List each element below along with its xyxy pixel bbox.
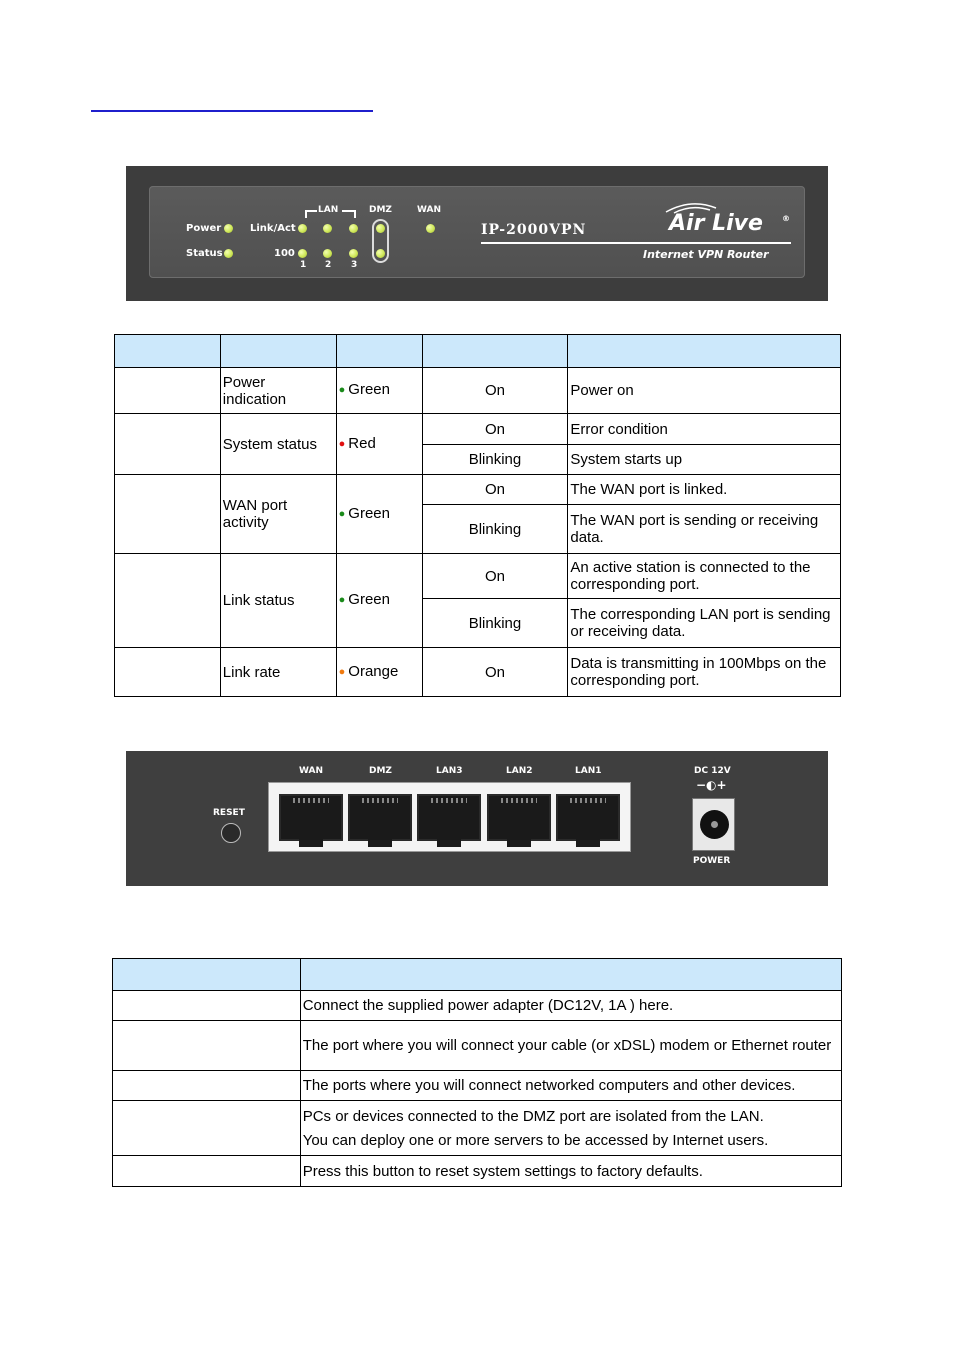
ethernet-port-frame: [268, 782, 631, 852]
led-color: Green: [348, 381, 390, 398]
dmz-port-icon: [348, 794, 412, 841]
led-function: Link status: [220, 554, 336, 648]
port-description: Connect the supplied power adapter (DC12V, 1A ) here.: [300, 991, 841, 1021]
status-led-label: Status: [186, 248, 223, 259]
led-color-cell: [336, 475, 422, 554]
section-heading-link[interactable]: [91, 110, 373, 112]
table-row: [113, 1021, 842, 1071]
table-row: [115, 648, 841, 697]
power-led-icon: [224, 224, 233, 233]
wan-led-icon: [426, 224, 435, 233]
port-description: The port where you will connect your cable (or xDSL) modem or Ethernet router: [300, 1021, 841, 1071]
port-label-lan3: LAN3: [436, 766, 463, 776]
port-label-dmz: DMZ: [369, 766, 392, 776]
port-2-label: 2: [325, 260, 332, 270]
front-panel-image: [126, 166, 828, 301]
table-row: [115, 368, 841, 414]
front-panel-face: [149, 186, 805, 278]
led-description: Data is transmitting in 100Mbps on the corresponding port.: [568, 648, 841, 697]
led-description: System starts up: [568, 445, 841, 475]
led-description-table: [114, 334, 841, 697]
dc-power-jack-icon: [692, 798, 735, 851]
dmz-rate-led-icon: [376, 249, 385, 258]
led-description: The WAN port is sending or receiving data.: [568, 505, 841, 554]
lan2-rate-led-icon: [323, 249, 332, 258]
power-led-label: Power: [186, 223, 222, 234]
led-status: On: [422, 475, 568, 505]
led-color: Green: [348, 591, 390, 608]
port-description: PCs or devices connected to the DMZ port are isolated from the LAN.: [302, 1107, 764, 1125]
led-status: On: [422, 414, 568, 445]
wireless-waves-icon: [664, 202, 718, 214]
dc-label: DC 12V: [694, 766, 731, 776]
led-function: Link rate: [220, 648, 336, 697]
model-underline: [481, 242, 791, 244]
led-description: Power on: [568, 368, 841, 414]
lan2-link-led-icon: [323, 224, 332, 233]
port-description: You can deploy one or more servers to be accessed by Internet users.: [302, 1131, 769, 1149]
table-row: [115, 475, 841, 505]
table-row: [115, 414, 841, 445]
port-description-table: [112, 958, 842, 1187]
dmz-label: DMZ: [369, 205, 392, 215]
table-row: [113, 1071, 842, 1101]
lan3-link-led-icon: [349, 224, 358, 233]
port-3-label: 3: [351, 260, 358, 270]
status-led-icon: [224, 249, 233, 258]
lan-bracket-left: [305, 210, 317, 218]
lan3-port-icon: [417, 794, 481, 841]
led-color-cell: [336, 368, 422, 414]
led-description: The WAN port is linked.: [568, 475, 841, 505]
wan-label: WAN: [417, 205, 442, 215]
rear-panel-image: [126, 751, 828, 886]
led-color: Red: [348, 434, 376, 452]
wan-port-icon: [279, 794, 343, 841]
led-color: Green: [348, 504, 390, 522]
lan-group-label: LAN: [318, 205, 339, 215]
led-status: Blinking: [422, 505, 568, 554]
port-label-lan1: LAN1: [575, 766, 602, 776]
led-function: WAN port activity: [220, 475, 336, 554]
reset-label: RESET: [213, 808, 245, 818]
led-color: Orange: [348, 662, 399, 680]
lan-bracket-right: [342, 210, 356, 218]
lan1-port-icon: [556, 794, 620, 841]
port-description: Press this button to reset system settings to factory defaults.: [300, 1156, 841, 1187]
dmz-link-led-icon: [376, 224, 385, 233]
trademark-symbol: ®: [782, 214, 790, 223]
reset-button[interactable]: [221, 823, 241, 843]
model-name: IP-2000VPN: [481, 222, 587, 238]
power-label: POWER: [693, 856, 731, 866]
table-header-row: [115, 335, 841, 368]
rate-100-label: 100: [274, 248, 295, 259]
led-function: System status: [220, 414, 336, 475]
port-description: The ports where you will connect networked computers and other devices.: [300, 1071, 841, 1101]
green-dot-icon: ●: [338, 507, 346, 520]
led-color-cell: [336, 414, 422, 475]
lan2-port-icon: [487, 794, 551, 841]
port-1-label: 1: [300, 260, 307, 270]
led-description: The corresponding LAN port is sending or receiving data.: [568, 599, 841, 648]
lan1-rate-led-icon: [298, 249, 307, 258]
green-dot-icon: ●: [338, 384, 346, 396]
lan1-link-led-icon: [298, 224, 307, 233]
led-description: An active station is connected to the corresponding port.: [568, 554, 841, 599]
polarity-icon: −◐+: [696, 778, 727, 792]
green-dot-icon: ●: [338, 594, 346, 606]
orange-dot-icon: ●: [338, 665, 346, 678]
port-description-cell: [300, 1101, 841, 1156]
table-row: [113, 1156, 842, 1187]
port-label-lan2: LAN2: [506, 766, 533, 776]
led-status: Blinking: [422, 599, 568, 648]
link-act-label: Link/Act: [250, 223, 296, 234]
led-status: On: [422, 648, 568, 697]
table-header-row: [113, 959, 842, 991]
led-description: Error condition: [568, 414, 841, 445]
led-status: On: [422, 554, 568, 599]
red-dot-icon: ●: [338, 437, 346, 450]
product-tagline: Internet VPN Router: [643, 248, 769, 261]
lan3-rate-led-icon: [349, 249, 358, 258]
led-color-cell: [336, 554, 422, 648]
led-status: Blinking: [422, 445, 568, 475]
airlive-logo: Air Live: [669, 211, 763, 236]
table-row: [115, 554, 841, 599]
table-row: [113, 991, 842, 1021]
port-label-wan: WAN: [299, 766, 324, 776]
led-function: Power indication: [220, 368, 336, 414]
led-color-cell: [336, 648, 422, 697]
led-status: On: [422, 368, 568, 414]
table-row: [113, 1101, 842, 1156]
